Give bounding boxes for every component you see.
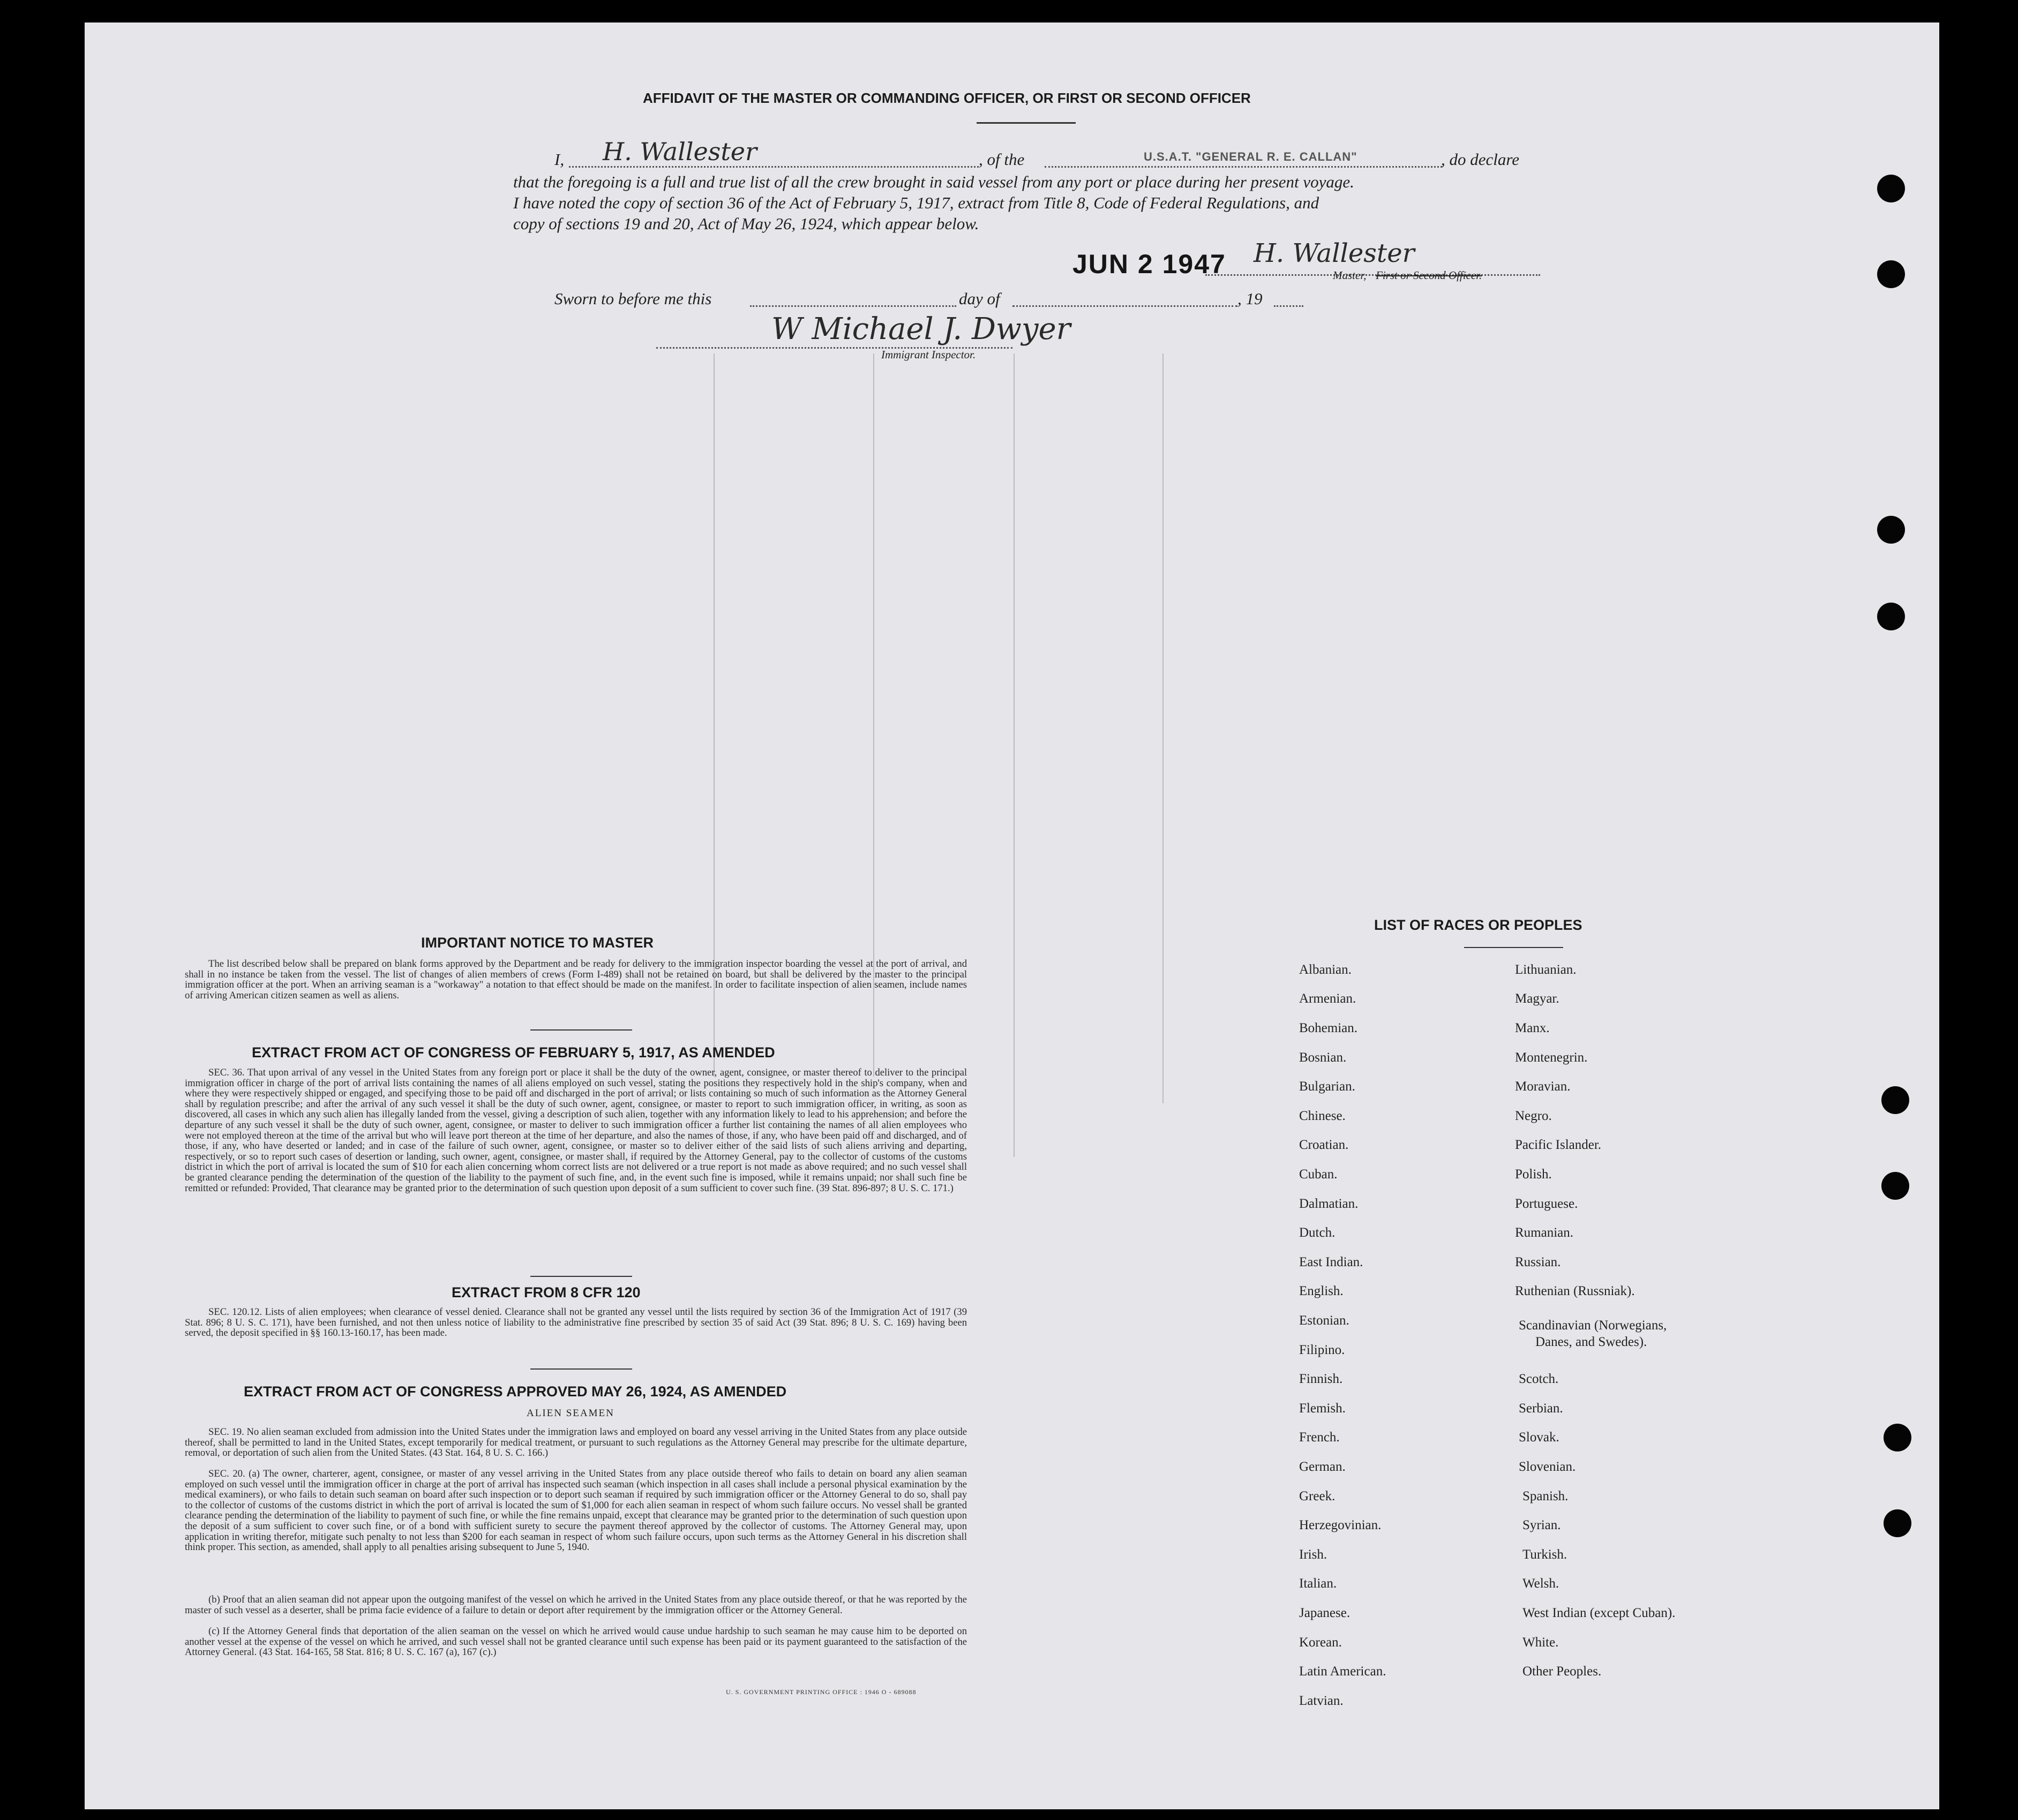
race-item: Bohemian. — [1299, 1021, 1358, 1035]
race-item: Negro. — [1515, 1109, 1552, 1123]
notice-text: The list described below shall be prepared on blank forms approved by the Department and be ready for delivery to the immigration inspector boarding the vessel at the port of arrival, and shall in no instance be taken from the vessel. The list of changes of alien members of crews (Form I-489) shall not be retained on board, but shall be delivered by the master to the principal immigration officer at the port. When an arriving seaman is a "workaway" a notation to that effect should be made on the manifest. In order to facilitate inspection of alien seamen, include names of arriving American citizen seamen as well as aliens. — [185, 958, 967, 1001]
sworn-text: Sworn to before me this — [554, 289, 712, 308]
race-item: Albanian. — [1299, 962, 1352, 977]
race-item: Greek. — [1299, 1489, 1336, 1503]
race-item: French. — [1299, 1430, 1340, 1445]
race-item: Rumanian. — [1515, 1225, 1574, 1240]
extract-1917-heading: EXTRACT FROM ACT OF CONGRESS OF FEBRUARY 5, 1917, AS AMENDED — [252, 1044, 775, 1061]
extract-1924-sec20a: SEC. 20. (a) The owner, charterer, agent, consignee, or master of any vessel arriving in the United States from any place outside thereof who fails to detain on board any alien seaman employed on such vessel until the immigration officer in charge at the port of arrival has inspected such seaman (which inspection in all cases shall include a personal physical examination by the medical examiners), or who fails to detain such seaman on board after such inspection or to deport such seaman if required by such immigration officer or the Attorney General to do so, shall pay to the collector of customs of the customs district in which the port of arrival is located the sum of $1,000 for each alien seaman in respect of whom such failure occurs. No vessel shall be granted clearance pending the determination of the liability to payment of such fine, or while the fine remains unpaid, except that clearance may be granted prior to the determination of such question upon the deposit of a sum sufficient to cover such fine, or of a bond with sufficient surety to secure the payment thereof approved by the collector of customs. The Attorney General may, upon application in writing therefor, mitigate such penalty to not less than $200 for each seaman in respect of whom such failure occurs, upon such terms as the Attorney General in his discretion shall think proper. This section, as amended, shall apply to all penalties arising subsequent to June 5, 1940. — [185, 1468, 967, 1553]
extract-1917-text: SEC. 36. That upon arrival of any vessel in the United States from any foreign port or place it shall be the duty of the owner, agent, consignee, or master thereof to deliver to the principal immigration officer in charge of the port of arrival lists containing the names of all aliens employed on such vessel, stating the positions they respectively hold in the ship's company, when and where they were respectively shipped or engaged, and specifying those to be paid off and discharged in the port of arrival; or lists containing so much of such information as the Attorney General shall by regulation prescribe; and after the arrival of any such vessel it shall be the duty of such owner, agent, consignee, or master to report to such immigration officer, in writing, as soon as discovered, all cases in which any such alien has illegally landed from the vessel, giving a description of such alien, together with any information likely to lead to his apprehension; and before the departure of any such vessel it shall be the duty of such owner, agent, consignee, or master to deliver to such immigration officer a further list containing the names of all alien employees who were not employed thereon at the time of the arrival but who will leave port thereon at the time of her departure, and also the names of those, if any, who have been paid off and discharged, and of those, if any, who have deserted or landed; and in case of the failure of such owner, agent, consignee, or master so to deliver either of the said lists of such aliens arriving and departing, respectively, or so to report such cases of desertion or landing, such owner, agent, consignee, or master shall, if required by the Attorney General, pay to the collector of customs of the customs district in which the port of arrival is located the sum of $10 for each alien concerning whom correct lists are not delivered or a true report is not made as above required; and no such vessel shall be granted clearance pending the determination of the question of the liability to the payment of such fine, and, in the event such fine is imposed, while it remains unpaid; nor shall such fine be remitted or refunded: Provided, That clearance may be granted prior to the determination of such question upon deposit of a sum sufficient to cover such fine. (39 Stat. 896-897; 8 U. S. C. 171.) — [185, 1067, 967, 1194]
year-line — [1274, 305, 1303, 307]
race-item: Polish. — [1515, 1167, 1552, 1182]
race-item: Lithuanian. — [1515, 962, 1577, 977]
day-of-text: day of — [959, 289, 1000, 308]
race-item: Irish. — [1299, 1547, 1327, 1562]
sworn-day-line — [750, 305, 956, 307]
alien-seamen-subheading: ALIEN SEAMEN — [527, 1408, 614, 1419]
race-item: Chinese. — [1299, 1109, 1346, 1123]
year-text: , 19 — [1237, 289, 1263, 308]
master-title-label: Master, — [1333, 269, 1367, 282]
race-item: Finnish. — [1299, 1372, 1343, 1386]
race-item: Serbian. — [1519, 1401, 1563, 1416]
punch-hole — [1884, 1424, 1911, 1452]
race-item: Latvian. — [1299, 1694, 1344, 1708]
punch-hole — [1877, 175, 1905, 202]
sworn-month-line — [1012, 305, 1237, 307]
affidavit-of-the: , of the — [979, 150, 1025, 169]
vessel-name-stamp: U.S.A.T. "GENERAL R. E. CALLAN" — [1144, 150, 1357, 163]
race-item: Latin American. — [1299, 1664, 1386, 1679]
race-item: Pacific Islander. — [1515, 1138, 1602, 1152]
extract-1924-sec20b: (b) Proof that an alien seaman did not appear upon the outgoing manifest of the vessel on which he arrived in the United States from any place outside thereof, or that he was reported by the master of such vessel as a deserter, shall be prima facie evidence of a failure to detain or deport after requirement by the immigration officer or the Attorney General. — [185, 1594, 967, 1616]
affidavit-i: I, — [554, 150, 565, 169]
race-item: Manx. — [1515, 1021, 1550, 1035]
punch-hole — [1881, 1086, 1909, 1114]
race-item: Bulgarian. — [1299, 1079, 1355, 1094]
race-item: Turkish. — [1522, 1547, 1567, 1562]
race-item: Moravian. — [1515, 1079, 1571, 1094]
race-item: Italian. — [1299, 1576, 1337, 1591]
divider — [530, 1276, 632, 1277]
race-item: Dalmatian. — [1299, 1197, 1359, 1211]
races-heading: LIST OF RACES OR PEOPLES — [1374, 917, 1582, 933]
race-item: Bosnian. — [1299, 1050, 1347, 1065]
race-item: Montenegrin. — [1515, 1050, 1588, 1065]
punch-hole — [1877, 603, 1905, 630]
punch-hole — [1877, 260, 1905, 288]
divider — [977, 122, 1076, 124]
printing-office-footer: U. S. GOVERNMENT PRINTING OFFICE : 1946 O - 689088 — [726, 1688, 917, 1696]
affidavit-line-3: I have noted the copy of section 36 of the Act of February 5, 1917, extract from Title 8, Code of Federal Regulations, and — [513, 193, 1319, 212]
bleed-through-line — [1014, 354, 1015, 1157]
race-item: Other Peoples. — [1522, 1664, 1602, 1679]
race-item: Magyar. — [1515, 991, 1559, 1006]
race-item: Korean. — [1299, 1635, 1342, 1650]
race-item: Syrian. — [1522, 1518, 1561, 1532]
affidavit-line-2: that the foregoing is a full and true list of all the crew brought in said vessel from any port or place during her present voyage. — [513, 172, 1354, 191]
vessel-name-line — [1045, 166, 1442, 168]
race-item: Armenian. — [1299, 991, 1356, 1006]
race-item: Welsh. — [1522, 1576, 1559, 1591]
punch-hole — [1884, 1509, 1911, 1537]
notice-heading: IMPORTANT NOTICE TO MASTER — [421, 935, 654, 951]
race-item: Dutch. — [1299, 1225, 1336, 1240]
extract-1924-heading: EXTRACT FROM ACT OF CONGRESS APPROVED MAY 26, 1924, AS AMENDED — [244, 1383, 787, 1400]
race-item: Spanish. — [1522, 1489, 1569, 1503]
race-item: White. — [1522, 1635, 1559, 1650]
bleed-through-line — [1162, 354, 1164, 1103]
struck-officer-label: First or Second Officer. — [1376, 269, 1482, 282]
race-item: West Indian (except Cuban). — [1522, 1606, 1676, 1620]
date-stamp: JUN 2 1947 — [1072, 249, 1226, 279]
race-item: Ruthenian (Russniak). — [1515, 1284, 1635, 1298]
race-item: Scandinavian (Norwegians, — [1519, 1318, 1667, 1333]
race-item: Japanese. — [1299, 1606, 1351, 1620]
divider — [530, 1368, 632, 1370]
master-name-handwritten: H. Wallester — [603, 137, 757, 166]
affidavit-heading: AFFIDAVIT OF THE MASTER OR COMMANDING OFFICER, OR FIRST OR SECOND OFFICER — [643, 90, 1251, 106]
race-item: Estonian. — [1299, 1313, 1349, 1328]
race-item: Slovenian. — [1519, 1460, 1576, 1474]
extract-cfr-text: SEC. 120.12. Lists of alien employees; when clearance of vessel denied. Clearance shall not be granted any vessel until the lists required by section 36 of the Immigration Act of 1917 (39 Stat. 896; 8 U. S. C. 171), have been furnished, and not then unless notice of liability to the administrative fine prescribed by section 35 of said Act (39 Stat. 896; 8 U. S. C. 169) having been served, the deposit specified in §§ 160.13-160.17, has been made. — [185, 1306, 967, 1339]
race-item: Filipino. — [1299, 1343, 1345, 1357]
punch-hole — [1881, 1172, 1909, 1200]
race-item: Herzegovinian. — [1299, 1518, 1382, 1532]
inspector-label: Immigrant Inspector. — [881, 348, 976, 361]
inspector-signature: W Michael J. Dwyer — [771, 312, 1071, 347]
race-item: Danes, and Swedes). — [1535, 1335, 1647, 1349]
race-item: Cuban. — [1299, 1167, 1338, 1182]
master-signature: H. Wallester — [1254, 238, 1415, 268]
extract-1924-sec19: SEC. 19. No alien seaman excluded from admission into the United States under the immigration laws and employed on board any vessel arriving in the United States from any place outside thereof, shall be permitted to land in the United States, except temporarily for medical treatment, or pursuant to such regulations as the Attorney General may prescribe for the ultimate departure, removal, or deportation of such alien from the United States. (43 Stat. 164, 8 U. S. C. 166.) — [185, 1426, 967, 1459]
race-item: Scotch. — [1519, 1372, 1559, 1386]
extract-1924-sec20c: (c) If the Attorney General finds that deportation of the alien seaman on the vessel on which he arrived would cause undue hardship to such seaman he may cause him to be deported on another vessel at the expense of the vessel on which he arrived, and such vessel shall not be granted clearance until such expense has been paid or its payment guaranteed to the satisfaction of the Attorney General. (43 Stat. 164-165, 58 Stat. 816; 8 U. S. C. 167 (a), 167 (c).) — [185, 1626, 967, 1658]
race-item: Portuguese. — [1515, 1197, 1578, 1211]
extract-cfr-heading: EXTRACT FROM 8 CFR 120 — [452, 1284, 641, 1300]
race-item: German. — [1299, 1460, 1346, 1474]
race-item: Croatian. — [1299, 1138, 1349, 1152]
race-item: Russian. — [1515, 1255, 1561, 1269]
punch-hole — [1877, 516, 1905, 544]
signature-line — [1205, 274, 1540, 276]
race-item: Slovak. — [1519, 1430, 1559, 1445]
affidavit-line-4: copy of sections 19 and 20, Act of May 26, 1924, which appear below. — [513, 214, 979, 233]
race-item: East Indian. — [1299, 1255, 1363, 1269]
race-item: English. — [1299, 1284, 1344, 1298]
divider — [1464, 947, 1563, 948]
master-name-line — [569, 166, 979, 168]
affidavit-do-declare: , do declare — [1441, 150, 1520, 169]
race-item: Flemish. — [1299, 1401, 1346, 1416]
divider — [530, 1029, 632, 1031]
